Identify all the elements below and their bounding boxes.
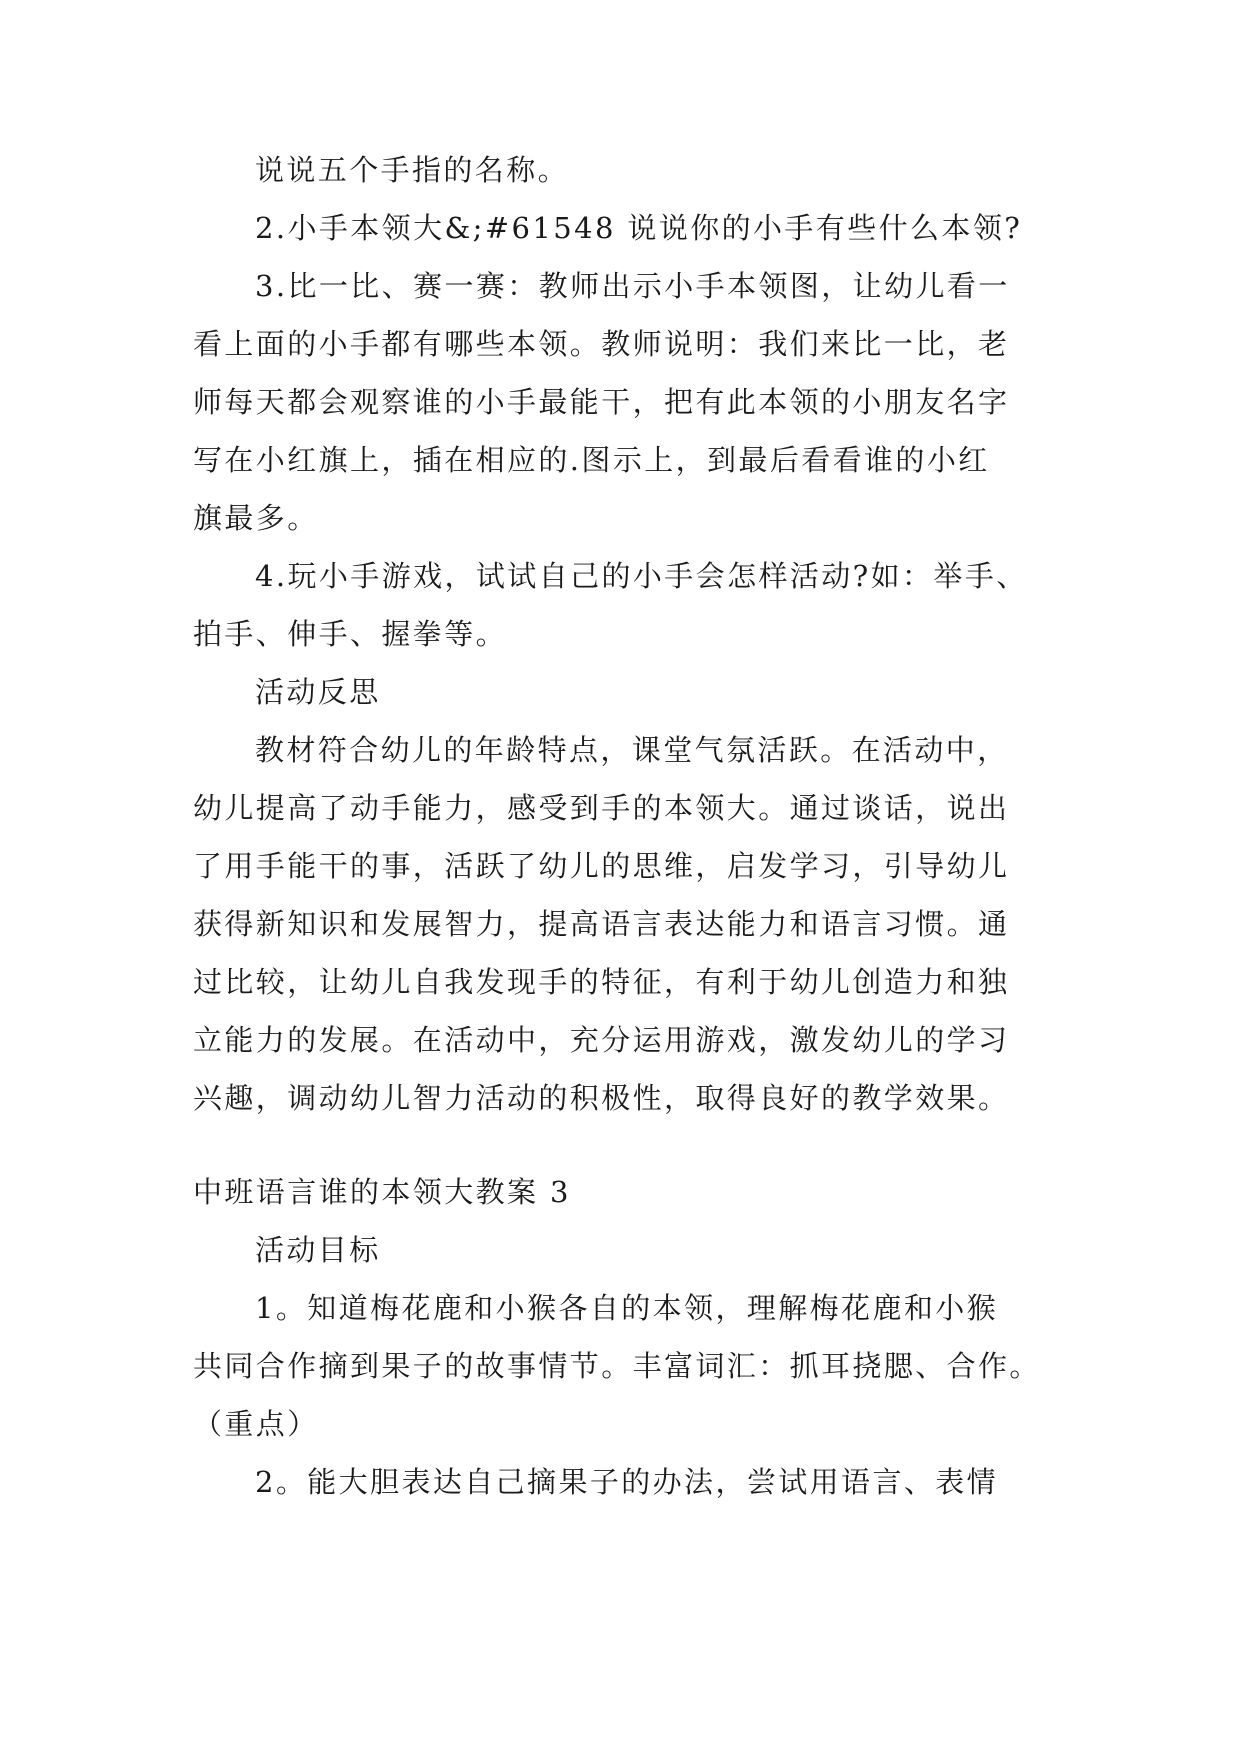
paragraph-line: 获得新知识和发展智力，提高语言表达能力和语言习惯。通 [193,907,1010,941]
paragraph-line: 拍手、伸手、握拳等。 [193,617,508,651]
paragraph-line: 1。知道梅花鹿和小猴各自的本领，理解梅花鹿和小猴 [255,1291,999,1325]
document-title: 中班语言谁的本领大教案 3 [193,1175,571,1209]
paragraph-line: 2。能大胆表达自己摘果子的办法，尝试用语言、表情 [255,1465,999,1499]
paragraph-line: 3.比一比、赛一赛：教师出示小手本领图，让幼儿看一 [255,269,1010,303]
paragraph-line: 师每天都会观察谁的小手最能干，把有此本领的小朋友名字 [193,385,1010,419]
paragraph-line: 兴趣，调动幼儿智力活动的积极性，取得良好的教学效果。 [193,1081,1010,1115]
paragraph-line: 立能力的发展。在活动中，充分运用游戏，激发幼儿的学习 [193,1023,1010,1057]
paragraph-line: （重点） [193,1407,319,1441]
paragraph-line: 4.玩小手游戏，试试自己的小手会怎样活动?如：举手、 [255,559,1028,593]
section-heading: 活动反思 [255,675,381,709]
paragraph-line: 过比较，让幼儿自我发现手的特征，有利于幼儿创造力和独 [193,965,1010,999]
paragraph-line: 教材符合幼儿的年龄特点，课堂气氛活跃。在活动中， [255,733,1009,767]
paragraph-line: 旗最多。 [193,501,319,535]
paragraph-line: 2.小手本领大&;#61548 说说你的小手有些什么本领? [255,211,1023,245]
paragraph-line: 写在小红旗上，插在相应的.图示上，到最后看看谁的小红 [193,443,990,477]
paragraph-line: 了用手能干的事，活跃了幼儿的思维，启发学习，引导幼儿 [193,849,1010,883]
paragraph-line: 看上面的小手都有哪些本领。教师说明：我们来比一比，老 [193,327,1010,361]
section-heading: 活动目标 [255,1233,381,1267]
paragraph-line: 幼儿提高了动手能力，感受到手的本领大。通过谈话，说出 [193,791,1010,825]
paragraph-line: 共同合作摘到果子的故事情节。丰富词汇：抓耳挠腮、合作。 [193,1349,1041,1383]
paragraph-line: 说说五个手指的名称。 [255,153,570,187]
